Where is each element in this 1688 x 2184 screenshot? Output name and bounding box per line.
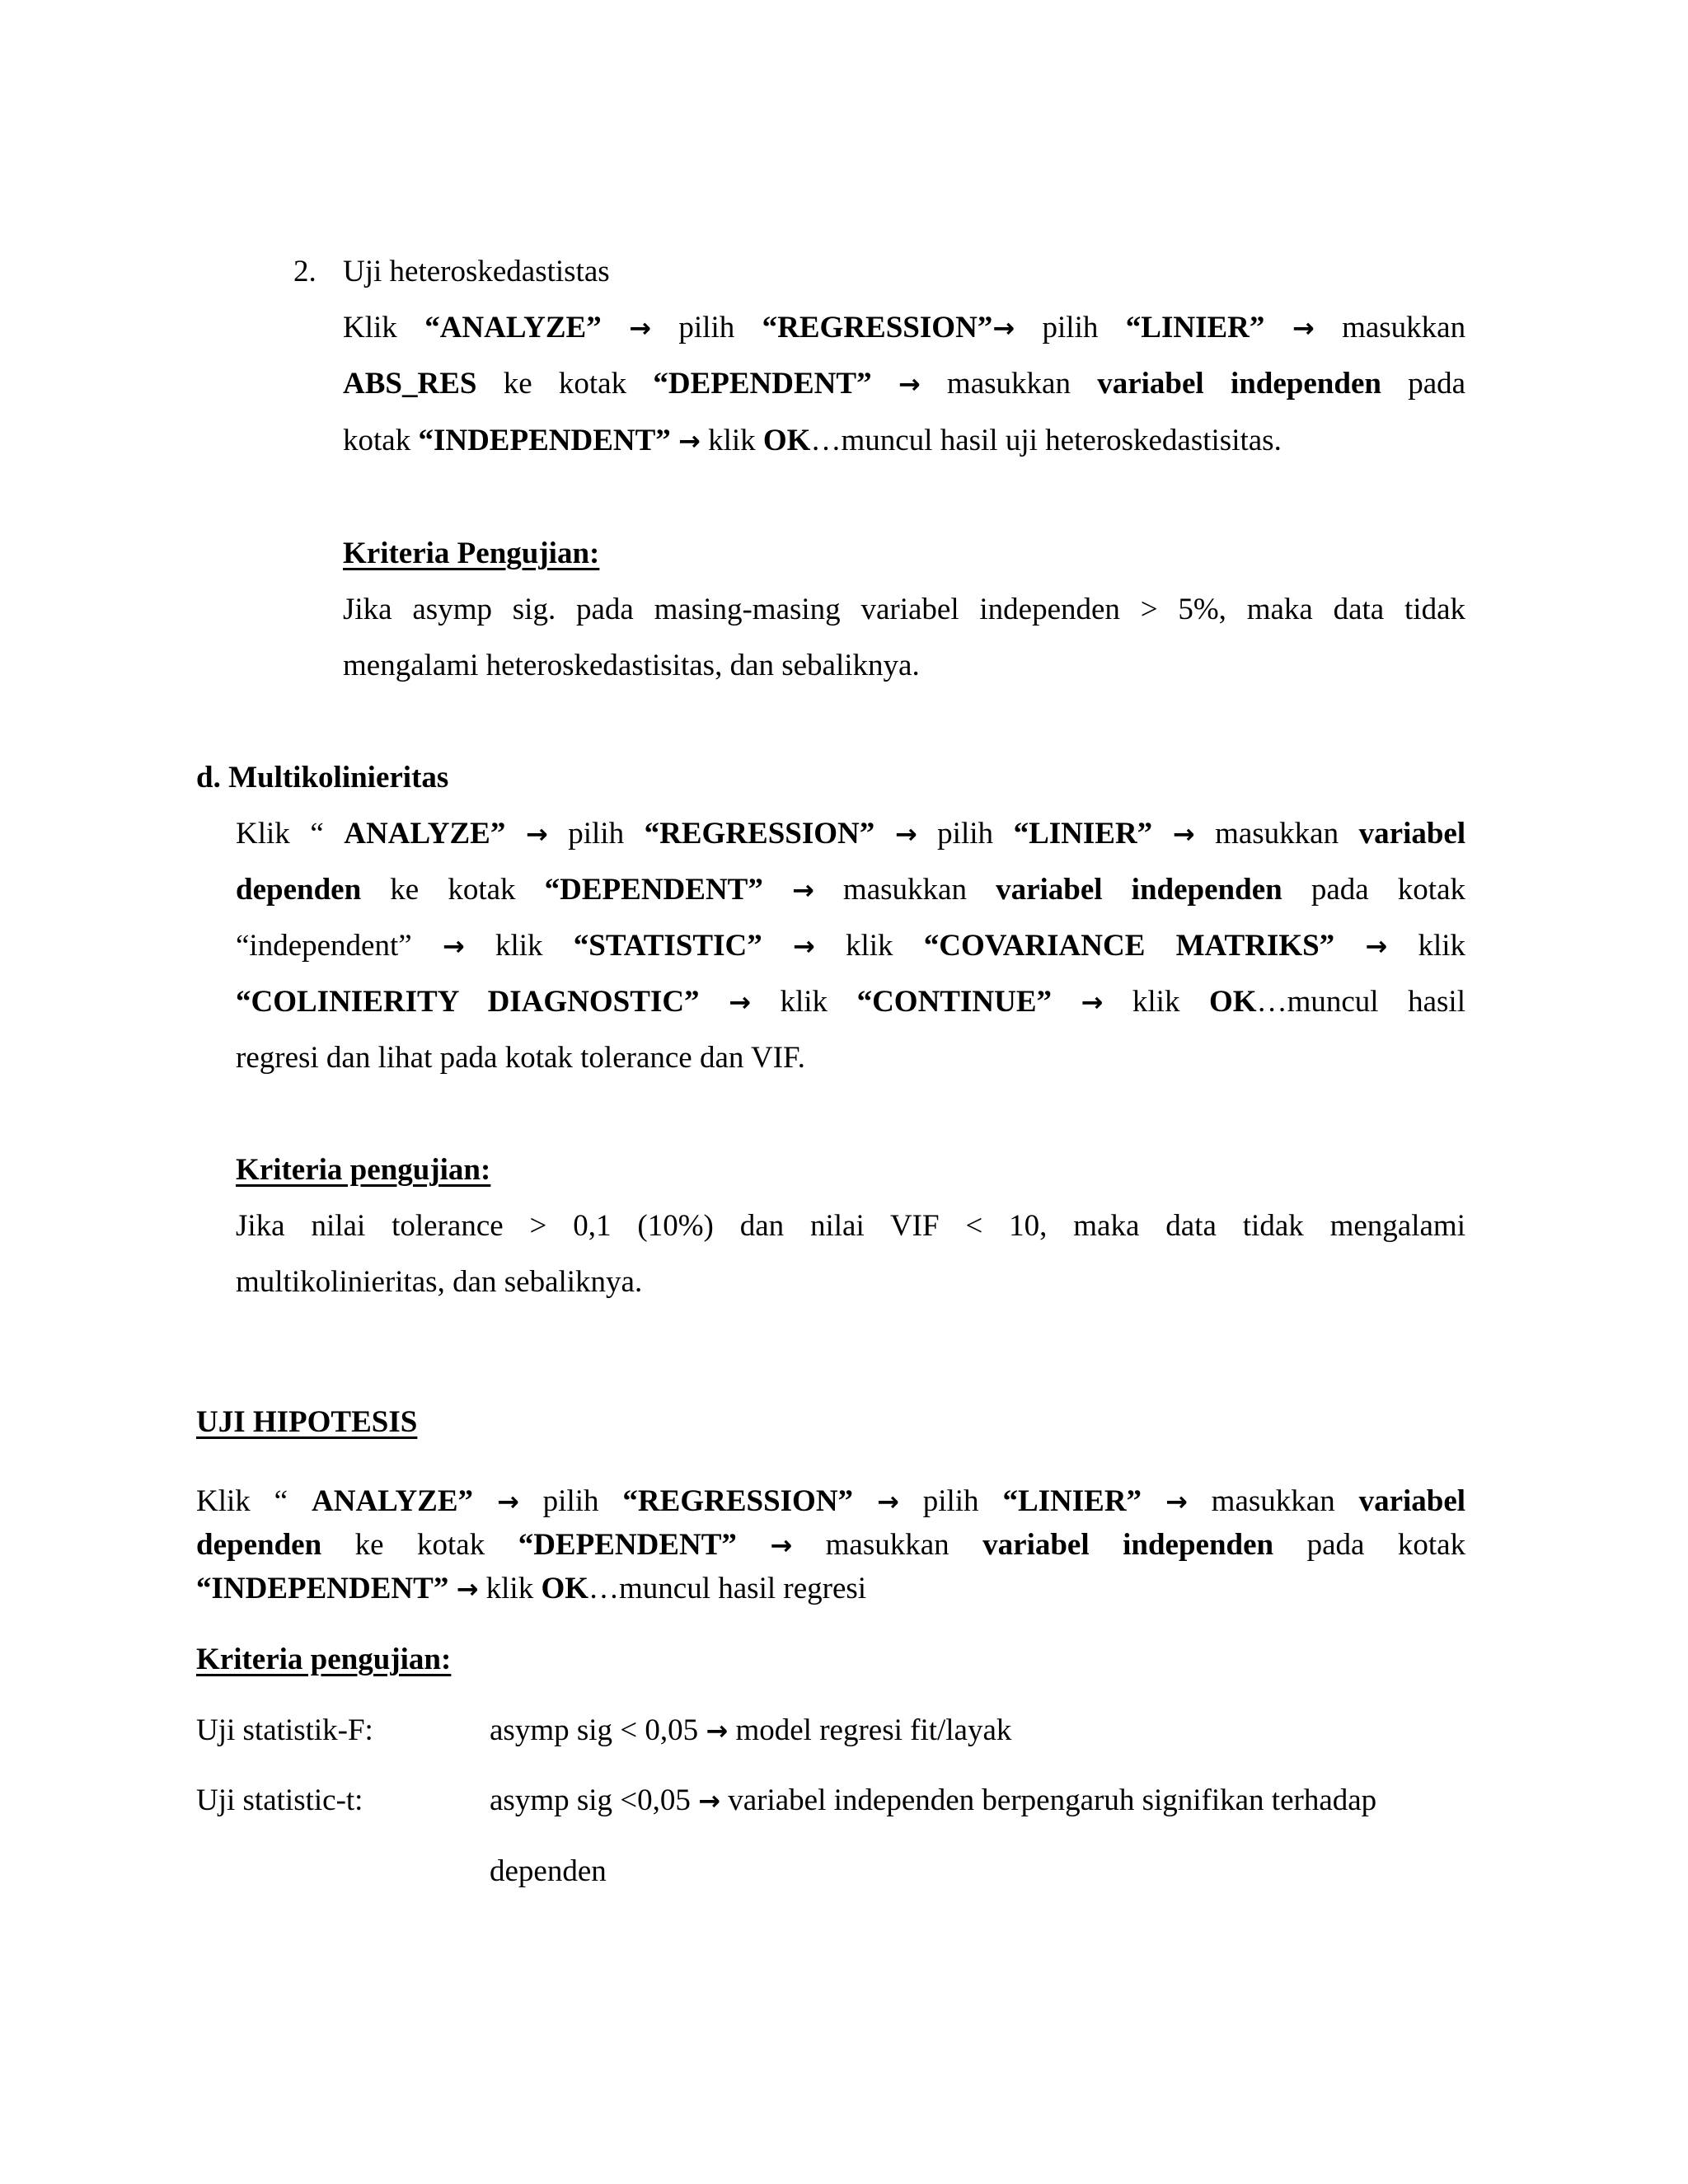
arrow-right-icon: → — [1081, 987, 1104, 1018]
steps-line-3: kotak “INDEPENDENT” → klik OK…muncul hasil uji heteroskedastisitas. — [343, 424, 1282, 457]
multi-criteria-heading: Kriteria pengujian: — [236, 1153, 491, 1187]
arrow-right-icon: → — [770, 1530, 793, 1561]
arrow-right-icon: → — [496, 1486, 519, 1517]
multi-criteria-line-2: multikolinieritas, dan sebaliknya. — [236, 1265, 643, 1299]
arrow-right-icon: → — [456, 1573, 479, 1605]
arrow-right-icon: → — [678, 425, 701, 457]
multi-steps-line-2: dependen ke kotak “DEPENDENT” → masukkan variabel independen pada kotak — [236, 873, 1465, 907]
arrow-right-icon: → — [729, 987, 751, 1018]
arrow-right-icon: → — [1172, 818, 1195, 850]
criteria-line-1: Jika asymp sig. pada masing-masing variabel independen > 5%, maka data tidak — [343, 593, 1465, 626]
arrow-right-icon: → — [898, 368, 921, 400]
multi-steps-line-3: “independent” → klik “STATISTIC” → klik “COVARIANCE MATRIKS” → klik — [236, 929, 1466, 963]
hyp-steps-line-1: Klik “ ANALYZE” → pilih “REGRESSION” → pilih “LINIER” → masukkan variabel — [196, 1484, 1466, 1518]
uji-t-text: asymp sig <0,05 → variabel independen berpengaruh signifikan terhadap — [490, 1783, 1377, 1817]
arrow-right-icon: → — [706, 1715, 729, 1746]
arrow-right-icon: → — [876, 1486, 899, 1517]
section-heading-multikolinieritas: d. Multikolinieritas — [196, 761, 449, 794]
arrow-right-icon: → — [629, 312, 651, 344]
multi-steps-line-5: regresi dan lihat pada kotak tolerance dan VIF. — [236, 1041, 805, 1075]
criteria-line-2: mengalami heteroskedastisitas, dan sebaliknya. — [343, 649, 920, 682]
list-number-2: 2. — [293, 255, 316, 288]
arrow-right-icon: → — [1165, 1486, 1188, 1517]
uji-f-text: asymp sig < 0,05 → model regresi fit/layak — [490, 1713, 1012, 1747]
steps-line-2: ABS_RES ke kotak “DEPENDENT” → masukkan variabel independen pada — [343, 367, 1466, 401]
arrow-right-icon: → — [442, 930, 465, 962]
hyp-steps-line-3: “INDEPENDENT” → klik OK…muncul hasil regresi — [196, 1572, 867, 1605]
steps-line-1: Klik “ANALYZE” → pilih “REGRESSION”→ pilih “LINIER” → masukkan — [343, 311, 1466, 344]
arrow-right-icon: → — [698, 1785, 720, 1816]
uji-t-label: Uji statistic-t: — [196, 1783, 363, 1817]
section-heading-uji-hipotesis: UJI HIPOTESIS — [196, 1405, 418, 1439]
hyp-criteria-heading: Kriteria pengujian: — [196, 1643, 452, 1676]
arrow-right-icon: → — [792, 930, 815, 962]
uji-f-label: Uji statistik-F: — [196, 1713, 373, 1747]
criteria-heading: Kriteria Pengujian: — [343, 537, 600, 570]
arrow-right-icon: → — [1292, 312, 1315, 344]
multi-criteria-line-1: Jika nilai tolerance > 0,1 (10%) dan nilai VIF < 10, maka data tidak mengalami — [236, 1209, 1465, 1243]
arrow-right-icon: → — [992, 312, 1015, 344]
multi-steps-line-4: “COLINIERITY DIAGNOSTIC” → klik “CONTINUE” → klik OK…muncul hasil — [236, 985, 1465, 1019]
multi-steps-line-1: Klik “ ANALYZE” → pilih “REGRESSION” → pilih “LINIER” → masukkan variabel — [236, 817, 1466, 851]
arrow-right-icon: → — [525, 818, 548, 850]
section-heading-heteroskedastisitas: Uji heteroskedastistas — [343, 255, 610, 288]
arrow-right-icon: → — [791, 874, 814, 906]
hyp-steps-line-2: dependen ke kotak “DEPENDENT” → masukkan variabel independen pada kotak — [196, 1528, 1466, 1562]
arrow-right-icon: → — [1365, 930, 1388, 962]
arrow-right-icon: → — [894, 818, 917, 850]
uji-t-text-cont: dependen — [490, 1854, 607, 1888]
